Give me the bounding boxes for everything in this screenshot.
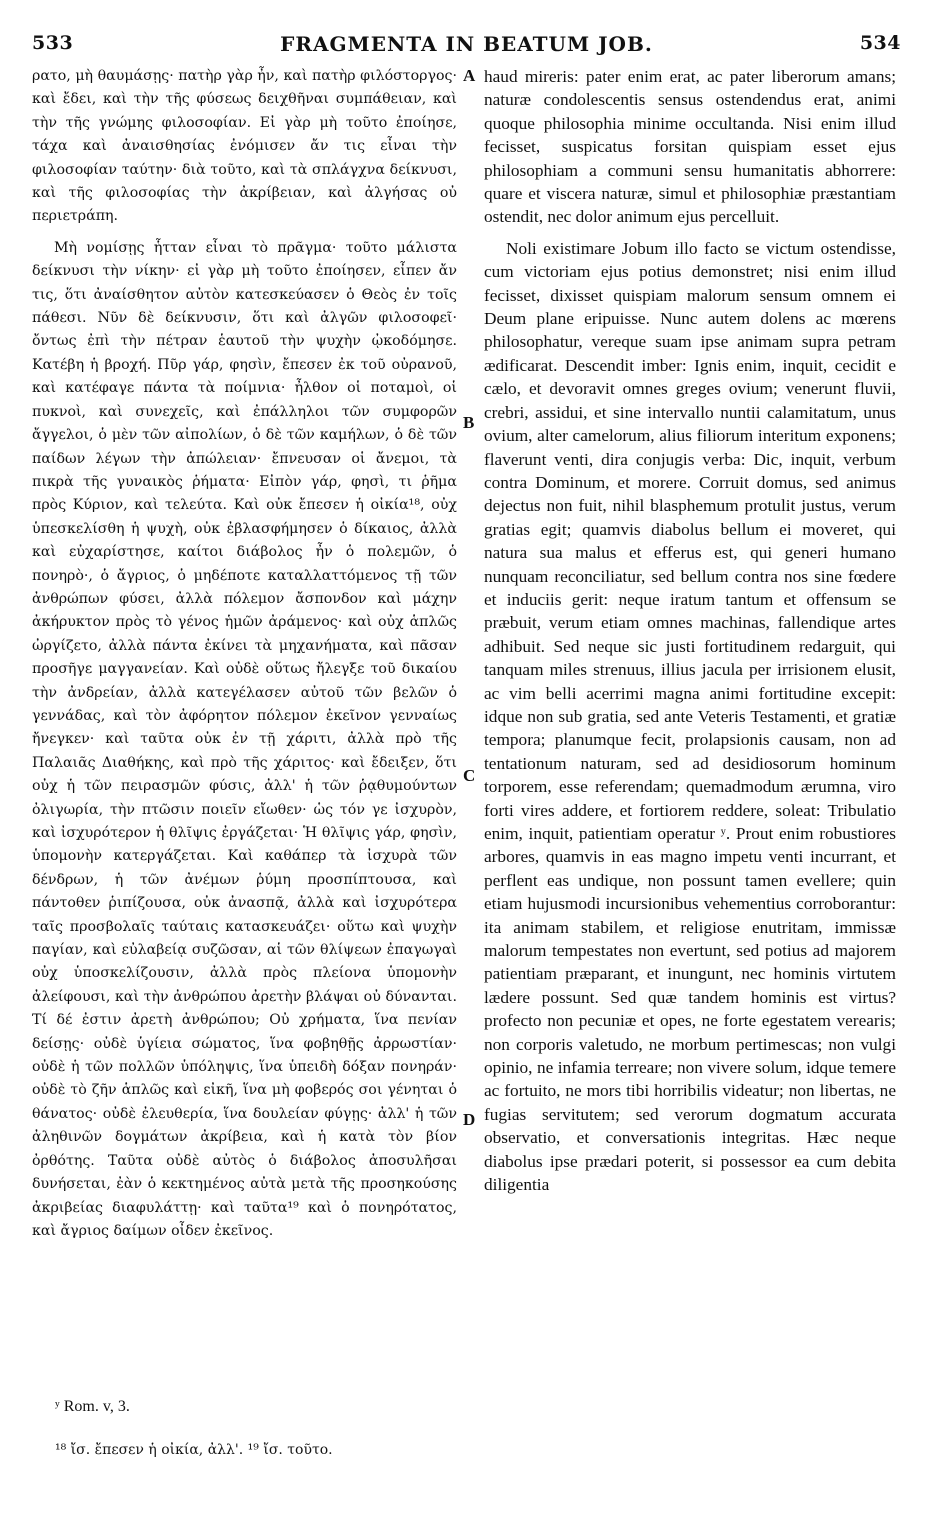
variant-footnotes: ¹⁸ ἴσ. ἔπεσεν ἡ οἰκία, ἀλλ'. ¹⁹ ἴσ. τοῦτο.	[55, 1442, 333, 1458]
running-header	[32, 32, 901, 58]
page-number-left: 533	[32, 32, 74, 54]
latin-paragraph-1: haud mireris: pater enim erat, ac pater liberorum amans; naturæ condolescentis sensus ostendendus erat, animi quoque philosophia minime occultanda. Nisi enim illud fecisset, suspicatus forsitan quispiam esset ejus philosophiam a communi sensu humanitatis abhorrere: quare et viscera naturæ, simul et philosophiæ præstantiam ostendit, nec dolor animum ejus percelluit.	[484, 67, 896, 227]
margin-letter-b: B	[463, 413, 475, 432]
margin-letter-c: C	[463, 766, 476, 785]
greek-paragraph-2: Μὴ νομίσῃς ἧτταν εἶναι τὸ πρᾶγμα· τοῦτο μάλιστα δείκνυσι τὴν νίκην· εἰ γὰρ μὴ τοῦτο ἐποίησεν, εἶπεν ἄν τις, ὅτι ἀναίσθητον αὐτὸν κατεσκεύασεν ὁ Θεὸς ἐν τοῖς πάθεσι. Νῦν δὲ δείκνυσιν, ὅτι καὶ ἀλγῶν φιλοσοφεῖ· ὄντως ἐπὶ τὴν πέτραν ἑαυτοῦ τὴν ψυχὴν ᾠκοδόμησε. Κατέβη ἡ βροχή. Πῦρ γάρ, φησὶν, ἔπεσεν ἐκ τοῦ οὐρανοῦ, καὶ κατέφαγε πάντα τὰ ποίμνια· ἦλθον οἱ ποταμοὶ, οἱ πυκνοὶ, καὶ συνεχεῖς, καὶ ἐπάλληλοι τῶν συμφορῶν ἄγγελοι, ὁ μὲν τῶν αἰπολίων, ὁ δὲ τῶν καμήλων, ὁ δὲ τῶν παίδων λέγων τὴν ἀπώλειαν· ἔπνευσαν οἱ ἄνεμοι, τὰ πικρὰ τῆς γυναικὸς ῥήματα· Εἰπὸν γάρ, φησὶ, τι ῥῆμα πρὸς Κύριον, καὶ τελεύτα. Καὶ οὐκ ἔπεσεν ἡ οἰκία¹⁸, οὐχ ὑπεσκελίσθη ἡ ψυχὴ, οὐκ ἐβλασφήμησεν ὁ δίκαιος, ἀλλὰ καὶ εὐχαρίστησε, καίτοι διάβολος ἦν ὁ πολεμῶν, ὁ πονηρὸ·, ὁ ἄγριος, ὁ μηδέποτε καταλλαττόμενος τῇ τῶν ἀνθρώπων φύσει, ἀλλὰ πόλεμον ἄσπονδον καὶ μάχην ἀκήρυκτον πρὸς τὸ γένος ἡμῶν ἀράμενος· καὶ οὐχ ἁπλῶς ὠργίζετο, ἀλλὰ πάντα ἐκίνει τὰ μηχανήματα, καὶ πᾶσαν προσῆγε μαγγανείαν. Καὶ οὐδὲ οὕτως ἤλεγξε τοῦ δικαίου τὴν ἀνδρείαν, ἀλλὰ κατεγέλασεν αὐτοῦ τῶν βελῶν ὁ γεννάδας, καὶ τὸν ἀφόρητον πόλεμον ἐκεῖνον γενναίως ἤνεγκεν· καὶ ταῦτα οὐκ ἐν τῇ χάριτι, ἀλλὰ πρὸ τῆς Παλαιᾶς Διαθήκης, καὶ πρὸ τῆς χάριτος· καὶ ἔδειξεν, ὅτι οὐχ ἡ τῶν πειρασμῶν φύσις, ἀλλ' ἡ τῶν ῥᾳθυμούντων ὀλιγωρία, τὴν πτῶσιν ποιεῖν εἴωθεν· ὡς τόν γε ἰσχυρὸν, καὶ ἰσχυρότερον ἡ θλῖψις ἐργάζεται· Ἡ θλῖψις γάρ, φησὶν, ὑπομονὴν κατεργάζεται. Καὶ καθάπερ τὰ ἰσχυρὰ τῶν δένδρων, ἡ τῶν ἀνέμων ῥύμη προσπίπτουσα, καὶ πάντοθεν ῥιπίζουσα, οὐκ ἀνασπᾷ, ἀλλὰ καὶ ἰσχυρότερα ταῖς προσβολαῖς ταύταις κατασκευάζει· οὕτω καὶ ψυχὴν παγίαν, καὶ εὐλαβείᾳ συζῶσαν, αἱ τῶν θλίψεων ἐπαγωγαὶ οὐχ ὑποσκελίζουσιν, ἀλλὰ πρὸς πλείονα ὑπομονὴν ἀλείφουσι, καὶ τὴν ἀνθρώπου ἀρετὴν βλάψαι οὐ δύνανται. Τί δέ ἐστιν ἀρετὴ ἀνθρώπου; Οὐ χρήματα, ἵνα πενίαν δείσῃς· οὐδὲ ὑγίεια σώματος, ἵνα φοβηθῇς ἀρρωστίαν· οὐδὲ ἡ τῶν πολλῶν ὑπόληψις, ἵνα ὑπειδὴ δόξαν πονηράν· οὐδὲ τὸ ζῆν ἁπλῶς καὶ εἰκῆ, ἵνα μὴ φοβερός σοι γένηται ὁ θάνατος· οὐδὲ ἐλευθερία, ἵνα δουλείαν φύγῃς· ἀλλ' ἡ τῶν ἀληθινῶν δογμάτων ἀκρίβεια, καὶ ἡ κατὰ τὸν βίον ὀρθότης. Ταῦτα οὐδὲ αὐτὸς ὁ διάβολος ἀποσυλῆσαι δυνήσεται, ἐὰν ὁ κεκτημένος αὐτὰ μετὰ τῆς προσηκούσης ἀκριβείας διαφυλάττῃ· καὶ ταῦτα¹⁹ καὶ ὁ πονηρότατος, καὶ ἄγριος δαίμων οἶδεν ἐκεῖνος.	[32, 239, 457, 1239]
running-title: FRAGMENTA IN BEATUM JOB.	[280, 32, 653, 56]
greek-column	[32, 65, 457, 1243]
greek-paragraph-1: ρατο, μὴ θαυμάσῃς· πατὴρ γὰρ ἦν, καὶ πατὴρ φιλόστοργος· καὶ ἔδει, καὶ τὴν τῆς φύσεως δειχθῆναι συμπάθειαν, καὶ τὴν τῆς γνώμης φιλοσοφίαν. Εἰ γὰρ μὴ τοῦτο ἐποίησε, τάχα καὶ ἀναισθησίας ἐνόμισεν ἄν τις εἶναι τὴν φιλοσοφίαν ταύτην· διὰ τοῦτο, καὶ τὰ σπλάγχνα δείκνυσι, καὶ τῆς φιλοσοφίας τὴν ἀκρίβειαν, καὶ ἀλγήσας οὐ περιετράπη.	[32, 68, 457, 225]
latin-column	[484, 65, 896, 1197]
page-number-right: 534	[859, 32, 901, 54]
margin-letter-a: A	[463, 66, 476, 85]
latin-paragraph-2: Noli existimare Jobum illo facto se victum ostendisse, cum victoriam ejus potius demonstret; nisi enim illud fecisset, dixisset quispiam malorum sensum omnem ei Deum plane eripuisse. Nunc autem dolens ac mœrens philosophatur, vereque suam ipse animam supra petram ædificarat. Descendit imber: Ignis enim, inquit, cecidit e cælo, et devoravit omnes greges ovium; venerunt fluvii, crebri, assidui, et sine intervallo nuntii calamitatum, unus ovium, alter camelorum, alius filiorum interitum exponens; flaverunt venti, dira conjugis verba: Dic, inquit, verbum contra Dominum, et morere. Corruit domus, sed animus dejectus non fuit, nihil blasphemum protulit justus, verum gratias egit; quamvis diabolus bellum ei moveret, qui natura sua malus et efferus est, qui generi humano nunquam reconciliatur, sed bellum contra nos sine fœdere et induciis gerit: neque iratum tantum et offensum se præbuit, verum etiam omnes machinas, fallendique artes adhibuit. Sed neque sic justi fortitudinem redarguit, qui tanquam miles strenuus, illius jacula per irrisionem elusit, ac vim belli acerrimi magna animi fortitudine excepit: idque non sub gratia, sed ante Veteris Testamenti, et gratiæ tempora; planumque fecit, prolapsionis causam, non ad tentationum naturam, sed ad desidiosorum hominum torporem, esse referendam; quemadmodum ærumna, viro forti vires addere, et fortiorem reddere, soleat: Tribulatio enim, inquit, patientiam operatur ʸ. Prout enim robustiores arbores, quamvis in eas magno impetu venti incurrant, et perflent eas undique, non possunt tamen evellere; quin etiam hujusmodi incursionibus vehementius corroborantur: ita animam stabilem, et religiose enutritam, immissæ malorum tempestates non evertunt, sed potius ad majorem patientiam præparant, et inungunt, nec hominis virtutem lædere possunt. Sed quæ tandem hominis est virtus? profecto non pecuniæ et opes, ne forte egestatem verearis; non corporis valetudo, ne morbum pertimescas; non vulgi opinio, ne infamia terreare; non vivere solum, idque temere ac fortuito, ne mors tibi horribilis videatur; non libertas, ne fugias servitutem; sed verorum dogmatum accurata observatio, et conversationis integritas. Hæc neque diabolus ipse prædari poterit, si possessor ea cum debita diligentia	[484, 238, 896, 1195]
margin-letter-d: D	[463, 1110, 476, 1129]
scripture-footnote: ʸ Rom. v, 3.	[55, 1398, 130, 1415]
